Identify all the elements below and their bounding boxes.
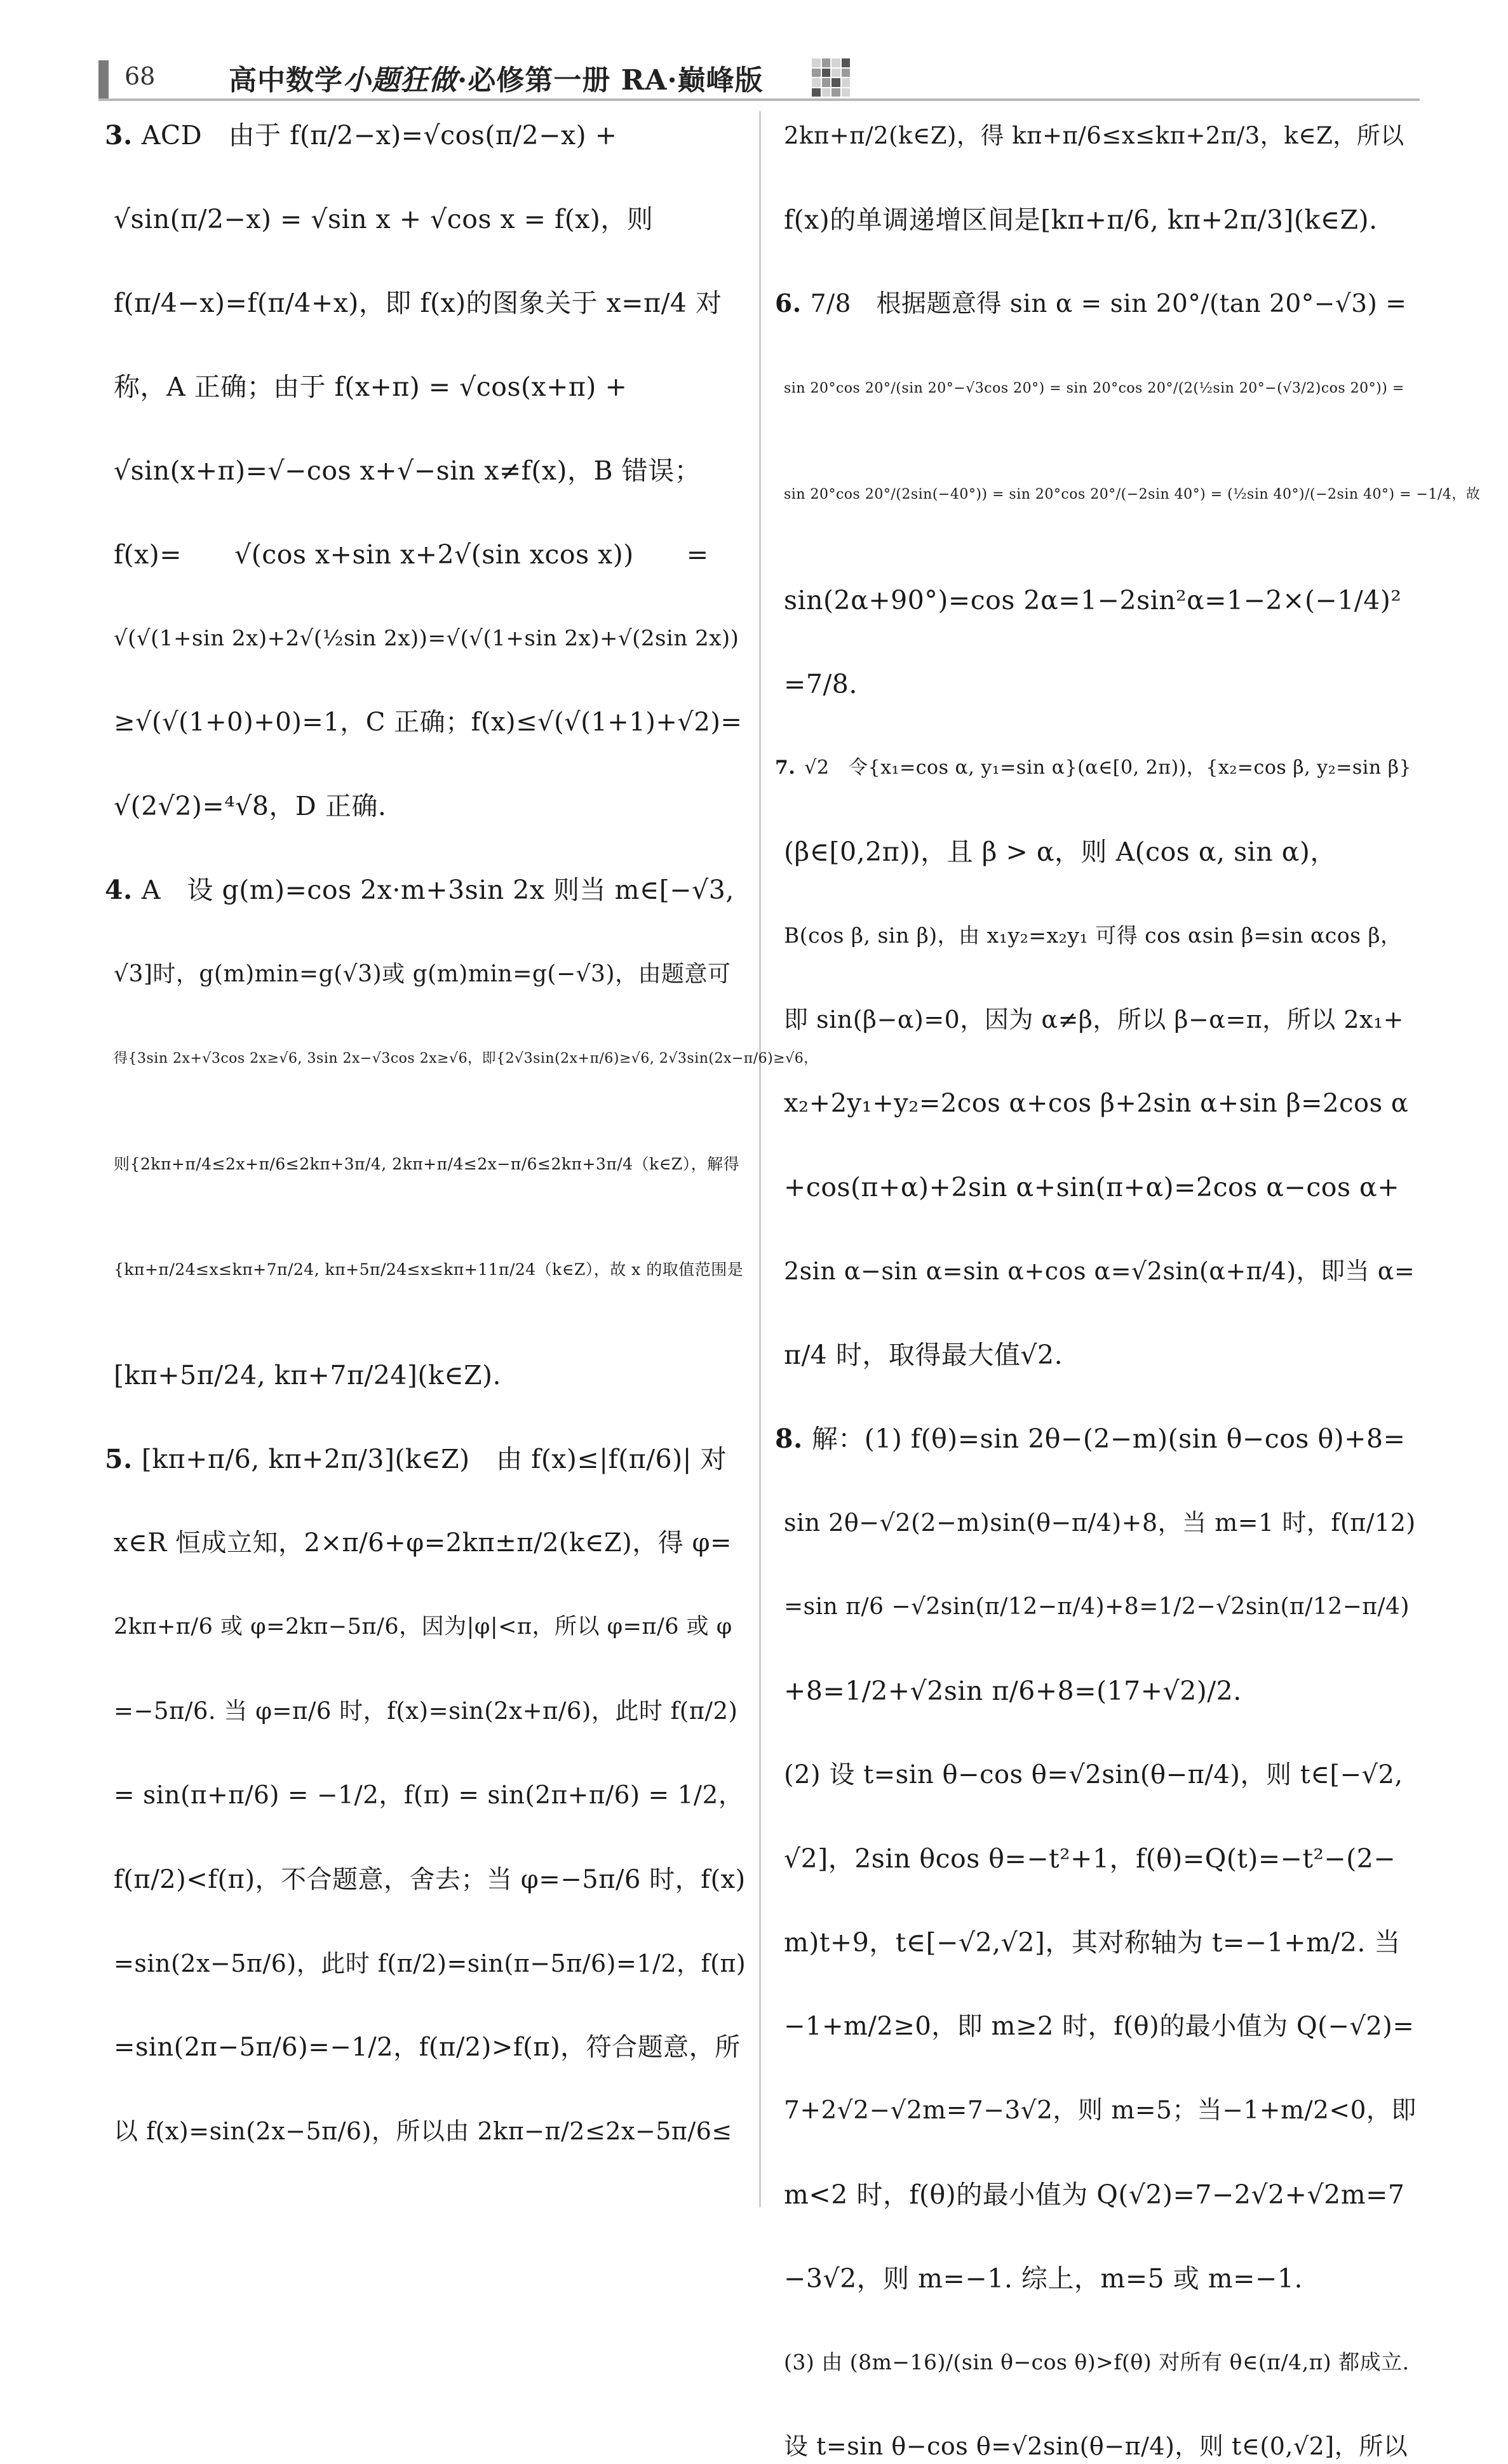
- text-line: [105, 1252, 746, 1288]
- line-text: [kπ+π/6, kπ+2π/3](k∈Z) 由 f(x)≤|f(π/6)| 对: [141, 1444, 727, 1474]
- line-text: B(cos β, sin β)，由 x₁y₂=x₂y₁ 可得 cos αsin β=sin αcos β，: [784, 923, 1402, 948]
- right-column: [775, 118, 1481, 2460]
- text-line: [105, 1441, 746, 1477]
- page-number: 68: [125, 62, 156, 90]
- text-line: [105, 201, 746, 237]
- left-column: [105, 118, 818, 2214]
- text-line: [105, 704, 746, 740]
- text-line: [775, 2177, 1417, 2212]
- line-text: √sin(π/2−x) = √sin x + √cos x = f(x)，则: [114, 204, 654, 234]
- question-number: 7.: [775, 757, 796, 779]
- line-text: =−5π/6. 当 φ=π/6 时，f(x)=sin(2x+π/6)，此时 f(π/2): [114, 1697, 738, 1725]
- text-line: [775, 286, 1417, 322]
- line-text: ACD 由于 f(π/2−x)=√cos(π/2−x) +: [141, 120, 617, 151]
- text-line: [105, 537, 746, 572]
- text-line: [105, 2030, 746, 2065]
- title-brand: 小题狂做: [343, 64, 457, 97]
- line-text: 7/8 根据题意得 sin α = sin 20°/(tan 20°−√3) =: [810, 290, 1407, 318]
- line-text: = sin(π+π/6) = −1/2，f(π) = sin(2π+π/6) = 1/2，: [114, 1781, 744, 1810]
- text-line: [775, 834, 1417, 870]
- line-text: 则{2kπ+π/4≤2x+π/6≤2kπ+3π/4, 2kπ+π/4≤2x−π/6≤2kπ+3π/4（k∈Z），解得: [114, 1155, 740, 1173]
- text-line: [775, 2261, 1417, 2296]
- question-number: 6.: [775, 289, 802, 318]
- line-text: √sin(x+π)=√−cos x+√−sin x≠f(x)，B 错误；: [114, 455, 701, 486]
- text-line: [775, 582, 1417, 618]
- line-text: −3√2，则 m=−1. 综上，m=5 或 m=−1.: [784, 2263, 1303, 2294]
- text-line: [105, 285, 746, 321]
- text-line: [105, 1357, 746, 1393]
- text-line: [775, 1086, 1417, 1121]
- text-line: [775, 1421, 1417, 1457]
- title-left: 高中数学: [229, 64, 343, 97]
- line-text: A 设 g(m)=cos 2x·m+3sin 2x 则当 m∈[−√3,: [141, 875, 734, 905]
- line-text: 以 f(x)=sin(2x−5π/6)，所以由 2kπ−π/2≤2x−5π/6≤: [114, 2117, 732, 2145]
- text-line: [105, 956, 746, 992]
- line-text: 7+2√2−√2m=7−3√2，则 m=5；当−1+m/2<0，即: [784, 2096, 1417, 2125]
- line-text: (3) 由 (8m−16)/(sin θ−cos θ)>f(θ) 对所有 θ∈(π/4,π) 都成立.: [784, 2350, 1410, 2374]
- line-text: f(π/2)<f(π)，不合题意，舍去；当 φ=−5π/6 时，f(x): [114, 1865, 746, 1894]
- header-mosaic-icon: [812, 58, 850, 97]
- line-text: 得{3sin 2x+√3cos 2x≥√6, 3sin 2x−√3cos 2x≥√6，即{2√3sin(2x+π/6)≥√6, 2√3sin(2x−π/6)≥√6，: [114, 1051, 818, 1067]
- text-line: [105, 118, 746, 153]
- line-text: +cos(π+α)+2sin α+sin(π+α)=2cos α−cos α+: [784, 1172, 1400, 1202]
- line-text: (2) 设 t=sin θ−cos θ=√2sin(θ−π/4)，则 t∈[−√2,: [784, 1760, 1403, 1789]
- text-line: [775, 1505, 1417, 1540]
- text-line: [105, 1040, 818, 1077]
- text-line: [105, 1147, 746, 1182]
- text-line: [775, 202, 1417, 238]
- page-header: [0, 0, 1508, 102]
- line-text: 2sin α−sin α=sin α+cos α=√2sin(α+π/4)，即当 α=: [784, 1257, 1415, 1285]
- text-line: [775, 476, 1481, 513]
- line-text: √2]，2sin θcos θ=−t²+1，f(θ)=Q(t)=−t²−(2−: [784, 1843, 1396, 1874]
- text-line: [775, 1002, 1417, 1037]
- text-line: [775, 2345, 1417, 2380]
- text-line: [775, 2009, 1417, 2044]
- text-line: [775, 1253, 1417, 1289]
- line-text: =7/8.: [784, 669, 858, 699]
- text-line: [105, 1946, 746, 1981]
- line-text: [kπ+5π/24, kπ+7π/24](k∈Z).: [114, 1360, 502, 1390]
- text-line: [105, 1777, 746, 1814]
- header-rule: [98, 98, 1420, 101]
- text-line: [105, 872, 746, 908]
- line-text: √(√(1+sin 2x)+2√(½sin 2x))=√(√(1+sin 2x)+√(2sin 2x)): [114, 626, 739, 651]
- text-line: [105, 1693, 746, 1729]
- text-line: [775, 370, 1417, 407]
- text-line: [775, 666, 1417, 702]
- line-text: =sin(2x−5π/6)，此时 f(π/2)=sin(π−5π/6)=1/2，f(π): [114, 1949, 746, 1977]
- line-text: √(2√2)=⁴√8，D 正确.: [114, 791, 387, 821]
- text-line: [105, 1609, 746, 1645]
- line-text: √2 令{x₁=cos α, y₁=sin α}(α∈[0, 2π))，{x₂=cos β, y₂=sin β}: [804, 757, 1412, 779]
- line-text: x₂+2y₁+y₂=2cos α+cos β+2sin α+sin β=2cos α: [784, 1089, 1409, 1118]
- question-number: 3.: [105, 120, 133, 151]
- line-text: {kπ+π/24≤x≤kπ+7π/24, kπ+5π/24≤x≤kπ+11π/24（k∈Z），故 x 的取值范围是: [114, 1260, 744, 1279]
- text-line: [105, 621, 746, 656]
- text-line: [775, 1169, 1417, 1205]
- question-number: 4.: [105, 875, 133, 905]
- text-line: [775, 1925, 1417, 1960]
- line-text: x∈R 恒成立知，2×π/6+φ=2kπ±π/2(k∈Z)，得 φ=: [114, 1528, 732, 1558]
- text-line: [105, 2113, 746, 2149]
- line-text: 即 sin(β−α)=0，因为 α≠β，所以 β−α=π，所以 2x₁+: [784, 1006, 1404, 1033]
- line-text: m)t+9，t∈[−√2,√2]，其对称轴为 t=−1+m/2. 当: [784, 1927, 1401, 1958]
- line-text: 解：(1) f(θ)=sin 2θ−(2−m)(sin θ−cos θ)+8=: [811, 1424, 1406, 1454]
- line-text: =sin π/6 −√2sin(π/12−π/4)+8=1/2−√2sin(π/12−π/4): [784, 1594, 1410, 1620]
- line-text: 称，A 正确；由于 f(x+π) = √cos(x+π) +: [114, 372, 628, 402]
- line-text: f(π/4−x)=f(π/4+x)，即 f(x)的图象关于 x=π/4 对: [114, 288, 722, 318]
- text-line: [775, 2092, 1417, 2129]
- line-text: f(x)的单调递增区间是[kπ+π/6, kπ+2π/3](k∈Z).: [784, 205, 1378, 235]
- text-line: [105, 369, 746, 405]
- text-line: [775, 2428, 1417, 2464]
- line-text: sin 2θ−√2(2−m)sin(θ−π/4)+8，当 m=1 时，f(π/12): [784, 1509, 1416, 1537]
- text-line: [105, 788, 746, 824]
- running-title: [229, 57, 764, 98]
- text-line: [775, 118, 1417, 154]
- text-line: [775, 1841, 1417, 1876]
- line-text: −1+m/2≥0，即 m≥2 时，f(θ)的最小值为 Q(−√2)=: [784, 2012, 1415, 2041]
- line-text: 2kπ+π/2(k∈Z)，得 kπ+π/6≤x≤kπ+2π/3，k∈Z，所以: [784, 122, 1404, 149]
- header-bar: [98, 60, 109, 100]
- line-text: ≥√(√(1+0)+0)=1，C 正确；f(x)≤√(√(1+1)+√2)=: [114, 708, 743, 737]
- text-line: [775, 1589, 1417, 1625]
- text-line: [105, 453, 746, 488]
- line-text: sin 20°cos 20°/(sin 20°−√3cos 20°) = sin 20°cos 20°/(2(½sin 20°−(√3/2)cos 20°)) =: [784, 380, 1404, 396]
- line-text: sin 20°cos 20°/(2sin(−40°)) = sin 20°cos 20°/(−2sin 40°) = (½sin 40°)/(−2sin 40°) = −1/4，故: [784, 487, 1481, 502]
- question-number: 5.: [105, 1444, 133, 1474]
- line-text: =sin(2π−5π/6)=−1/2，f(π/2)>f(π)，符合题意，所: [114, 2033, 741, 2062]
- line-text: m<2 时，f(θ)的最小值为 Q(√2)=7−2√2+√2m=7: [784, 2179, 1405, 2210]
- title-right: ·必修第一册 RA·巅峰版: [457, 64, 764, 97]
- text-line: [105, 1862, 746, 1897]
- line-text: f(x)= √(cos x+sin x+2√(sin xcos x)) =: [114, 539, 709, 570]
- text-line: [775, 750, 1417, 786]
- line-text: π/4 时，取得最大值√2.: [784, 1340, 1063, 1370]
- text-line: [105, 1525, 746, 1561]
- line-text: sin(2α+90°)=cos 2α=1−2sin²α=1−2×(−1/4)²: [784, 585, 1402, 616]
- text-line: [775, 1673, 1417, 1709]
- line-text: 2kπ+π/6 或 φ=2kπ−5π/6，因为|φ|<π，所以 φ=π/6 或 φ: [114, 1614, 732, 1639]
- line-text: (β∈[0,2π))，且 β > α，则 A(cos α, sin α)，: [784, 837, 1336, 867]
- question-number: 8.: [775, 1424, 803, 1454]
- line-text: 设 t=sin θ−cos θ=√2sin(θ−π/4)，则 t∈(0,√2]，所以: [784, 2432, 1408, 2460]
- text-line: [775, 1337, 1417, 1373]
- line-text: +8=1/2+√2sin π/6+8=(17+√2)/2.: [784, 1676, 1242, 1706]
- line-text: √3]时，g(m)min=g(√3)或 g(m)min=g(−√3)，由题意可: [114, 961, 731, 987]
- text-line: [775, 1757, 1417, 1793]
- text-line: [775, 918, 1417, 953]
- column-divider: [759, 111, 761, 2207]
